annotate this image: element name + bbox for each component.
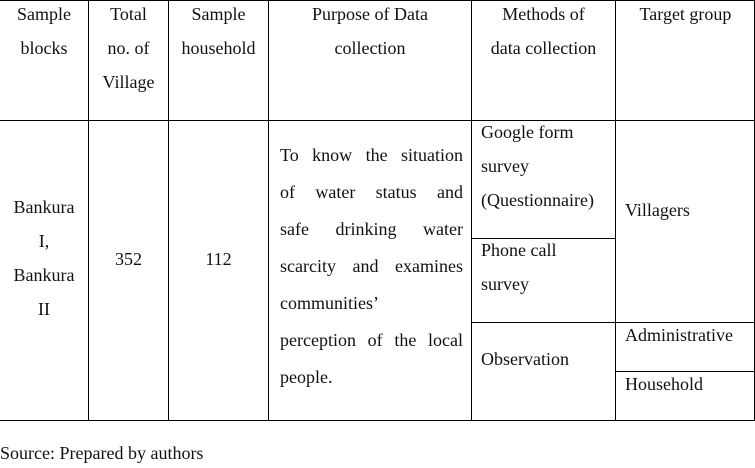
header-purpose-line: Purpose of Data	[312, 4, 428, 24]
cell-method-observation: Observation	[481, 349, 569, 369]
header-purpose-line: collection	[334, 38, 406, 58]
cell-method-google-form-line: (Questionnaire)	[481, 190, 594, 210]
header-methods-line: Methods of	[502, 4, 585, 24]
cell-sample-blocks-line: I,	[38, 231, 50, 251]
cell-purpose-line: communities’	[280, 293, 379, 313]
cell-purpose-line: To know the situation	[280, 145, 463, 165]
cell-sample-household: 112	[205, 249, 232, 269]
cell-method-phone-call-line: survey	[481, 274, 529, 294]
header-total-villages-line: Total	[110, 4, 147, 24]
header-total-villages	[89, 0, 168, 99]
cell-sample-blocks-line: Bankura	[13, 197, 75, 217]
header-sample-household	[169, 0, 268, 65]
source-note: Source: Prepared by authors	[0, 443, 204, 463]
cell-sample-blocks-line: II	[38, 299, 50, 319]
header-purpose	[269, 0, 471, 65]
header-sample-household-line: household	[181, 38, 256, 58]
header-total-villages-line: Village	[102, 72, 155, 92]
header-sample-blocks-line: blocks	[20, 38, 68, 58]
header-sample-household-line: Sample	[191, 4, 246, 24]
cell-method-google-form-line: survey	[481, 156, 529, 176]
header-sample-blocks-line: Sample	[17, 4, 71, 24]
column-divider-5	[615, 0, 616, 421]
header-total-villages-line: no. of	[107, 38, 150, 58]
header-sample-blocks	[0, 0, 88, 65]
header-methods-line: data collection	[490, 38, 597, 58]
cell-purpose	[280, 137, 463, 396]
cell-method-google-form-line: Google form	[481, 122, 574, 142]
cell-target-administrative: Administrative	[625, 325, 733, 345]
cell-sample-blocks-line: Bankura	[13, 265, 75, 285]
table-bottom-border	[0, 420, 755, 421]
cell-total-villages: 352	[115, 249, 142, 269]
cell-target-household: Household	[625, 374, 703, 394]
cell-purpose-line: scarcity and examines	[280, 256, 463, 276]
cell-purpose-line: perception of the local	[280, 330, 463, 350]
header-methods	[472, 0, 615, 65]
header-bottom-border	[0, 120, 755, 121]
cell-purpose-line: people.	[280, 367, 333, 387]
header-target-group: Target group	[639, 4, 732, 24]
cell-purpose-line: of water status and	[280, 182, 463, 202]
methods-divider-2	[471, 322, 615, 323]
cell-purpose-line: safe drinking water	[280, 219, 463, 239]
cell-sample-blocks	[0, 190, 88, 326]
cell-method-phone-call-line: Phone call	[481, 240, 557, 260]
cell-method-phone-call	[481, 233, 556, 301]
cell-method-google-form	[481, 115, 594, 217]
cell-target-villagers: Villagers	[625, 200, 690, 220]
